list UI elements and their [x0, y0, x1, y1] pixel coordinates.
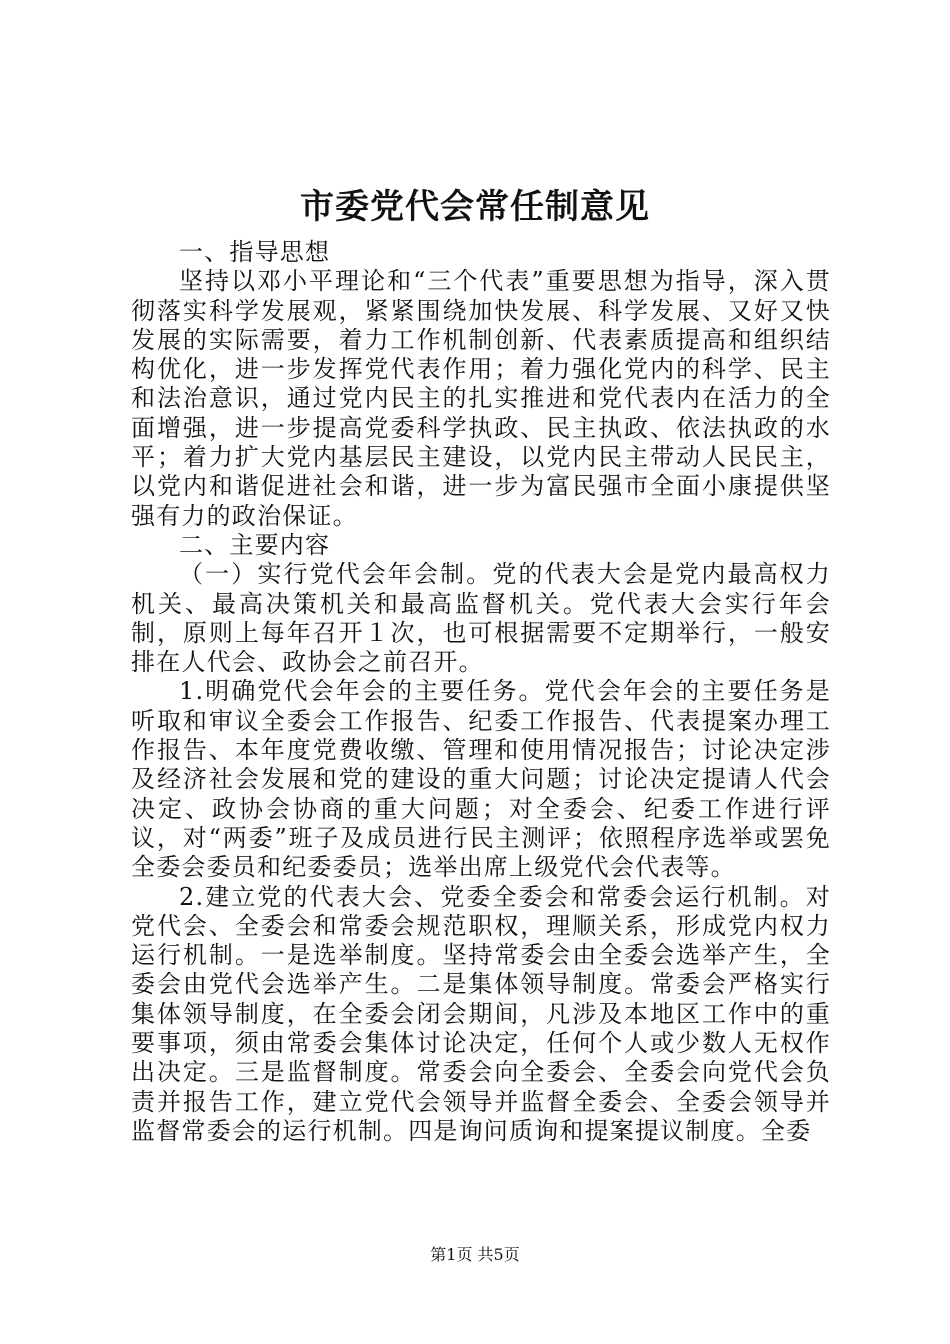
section-heading-guiding-thought: 一、指导思想 — [179, 238, 331, 266]
paragraph-operating-mechanism: 2.建立党的代表大会、党委全委会和常委会运行机制。对党代会、全委会和常委会规范职权，理顺关系，形成党内权力运行机制。一是选举制度。坚持常委会由全委会选举产生，全委会由党代会选举产生。二是集体领导制度。常委会严格实行集体领导制度，在全委会闭会期间，凡涉及本地区工作中的重要事项，须由常委会集体讨论决定，任何个人或少数人无权作出决定。三是监督制度。常委会向全委会、全委会向党代会负责并报告工作，建立党代会领导并监督全委会、全委会领导并监督常委会的运行机制。四是询问质询和提案提议制度。全委 — [131, 882, 831, 1145]
document-body — [131, 238, 831, 1146]
paragraph-annual-meeting-system: （一）实行党代会年会制。党的代表大会是党内最高权力机关、最高决策机关和最高监督机关。党代表大会实行年会制，原则上每年召开１次，也可根据需要不定期举行，一般安排在人代会、政协会之前召开。 — [131, 560, 831, 677]
paragraph-annual-meeting-tasks: 1.明确党代会年会的主要任务。党代会年会的主要任务是听取和审议全委会工作报告、纪委工作报告、代表提案办理工作报告、本年度党费收缴、管理和使用情况报告；讨论决定涉及经济社会发展和党的建设的重大问题；讨论决定提请人代会决定、政协会协商的重大问题；对全委会、纪委工作进行评议，对“两委”班子及成员进行民主测评；依照程序选举或罢免全委会委员和纪委委员；选举出席上级党代会代表等。 — [131, 677, 831, 882]
page-footer: 第1页 共5页 — [430, 1245, 520, 1264]
paragraph-guiding-thought: 坚持以邓小平理论和“三个代表”重要思想为指导，深入贯彻落实科学发展观，紧紧围绕加快发展、科学发展、又好又快发展的实际需要，着力工作机制创新、代表素质提高和组织结构优化，进一步发挥党代表作用；着力强化党内的科学、民主和法治意识，通过党内民主的扎实推进和党代表内在活力的全面增强，进一步提高党委科学执政、民主执政、依法执政的水平；着力扩大党内基层民主建设，以党内民主带动人民民主，以党内和谐促进社会和谐，进一步为富民强市全面小康提供坚强有力的政治保证。 — [131, 267, 831, 530]
section-heading-main-content: 二、主要内容 — [179, 530, 331, 559]
document-title: 市委党代会常任制意见 — [300, 187, 650, 227]
